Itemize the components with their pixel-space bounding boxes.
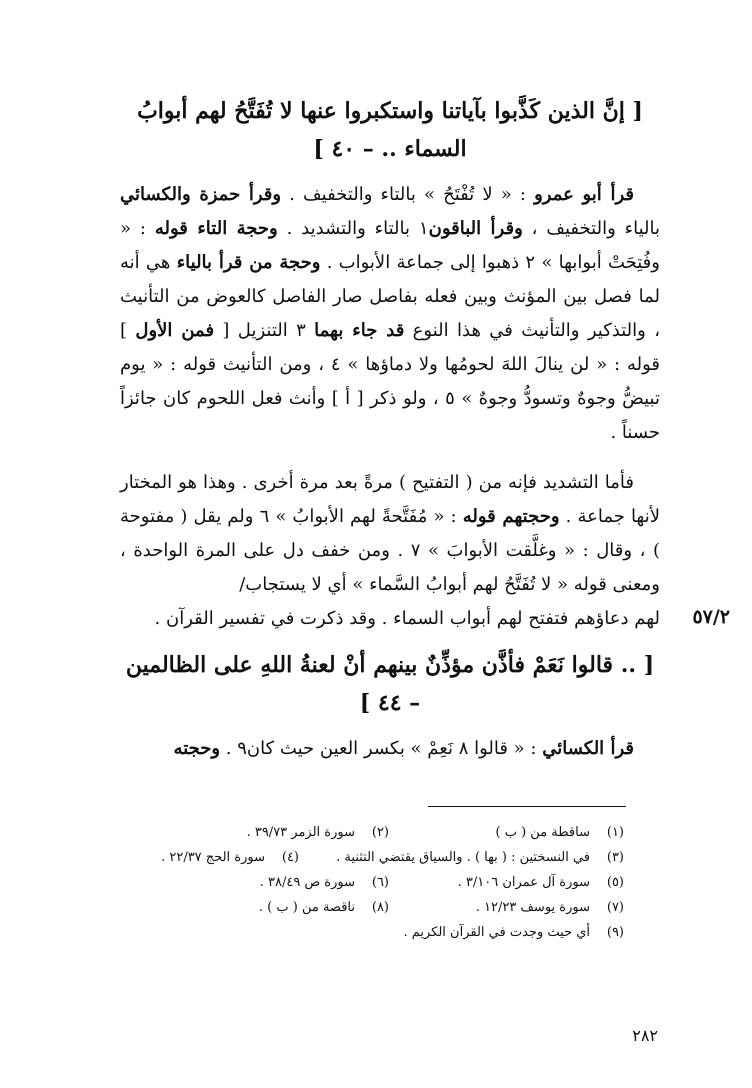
paragraph-2: فأما التشديد فإنه من ( التفتيح ) مرةً بعد مرة أخرى . وهذا هو المختار لأنها جماعة . وحجتهم قوله : « مُفَتَّحةً لهم الأبوابُ » ٦ ولم يقل ( مفتوحة ) ، وقال : « وغلَّقت الأبوابَ » ٧ . ومن خفف دل على المرة الواحدة ، ومعنى قوله « لا تُفَتَّحُ لهم أبوابُ السَّماء » أي لا يستجاب/ xyxy=(120,472,661,595)
footnote: (٤)سورة الحج ٢٢/٣٧ . xyxy=(161,850,299,865)
footnote: (١)ساقطة من ( ب ) xyxy=(495,825,624,840)
footnotes xyxy=(124,820,624,945)
verse-heading-2: [ .. قالوا نَعَمْ فأذَّن مؤذِّنٌ بينهم أنْ لعنةُ اللهِ على الظالمين – ٤٤ ] xyxy=(125,652,655,716)
paragraph-2-last-line: لهم دعاؤهم فتفتح لهم أبواب السماء . وقد ذكرت في تفسير القرآن . ٥٧/٢ xyxy=(154,606,730,629)
footnote: (٧)سورة يوسف ١٢/٢٣ . xyxy=(475,900,624,915)
footnote: (٦)سورة ص ٣٨/٤٩ . xyxy=(259,875,389,890)
verse-heading-1-line-2: السماء .. – ٤٠ ] xyxy=(313,136,467,162)
paragraph-1: قرأ أبو عمرو : « لا تُفْتَحُ » بالتاء والتخفيف . وقرأ حمزة والكسائي بالياء والتخفيف ، وقرأ الباقون١ بالتاء والتشديد . وحجة التاء قوله : « وفُتِحَتْ أبوابها » ٢ ذهبوا إلى جماعة الأبواب . وحجة من قرأ بالياء هي أنه لما فصل بين المؤنث وبين فعله بفاصل صار الفاصل كالعوض من التأنيث ، والتذكير والتأنيث في هذا النوع قد جاء بهما ٣ التنزيل [ فمن الأول ] قوله : « لن ينالَ اللهَ لحومُها ولا دماؤها » ٤ ، ومن التأنيث قوله : « يوم تبيضُّ وجوهٌ وتسودُّ وجوهٌ » ٥ ، ولو ذكر [ أ ] وأنث فعل اللحوم كان جائزاً حسناً . xyxy=(120,184,661,443)
footnote: (٢)سورة الزمر ٣٩/٧٣ . xyxy=(246,825,389,840)
verse-heading-1-line-1: [ إنَّ الذين كَذَّبوا بآياتنا واستكبروا عنها لا تُفَتَّحُ لهم أبوابُ xyxy=(137,98,643,124)
manuscript-folio-reference: ٥٧/٢ xyxy=(692,606,730,628)
page-number: ٢٨٢ xyxy=(632,1026,658,1045)
paragraph-3: قرأ الكسائي : « قالوا ٨ نَعِمْ » بكسر العين حيث كان٩ . وحجته xyxy=(173,738,634,759)
main-text xyxy=(120,92,730,766)
footnote: (٥)سورة آل عمران ٣/١٠٦ . xyxy=(457,875,624,890)
reader-name: قرأ أبو عمرو xyxy=(534,184,634,205)
footnote: (٣)في النسختين : ( بها ) . والسياق يقتضي التثنية . xyxy=(336,850,624,865)
footnote: (٩)أي حيث وجدت في القرآن الكريم . xyxy=(403,925,624,940)
footnote-separator xyxy=(428,806,626,807)
footnote: (٨)ناقصة من ( ب ) . xyxy=(258,900,389,915)
reader-name-2: قرأ الكسائي xyxy=(542,738,634,759)
verse-heading-1 xyxy=(120,92,660,168)
